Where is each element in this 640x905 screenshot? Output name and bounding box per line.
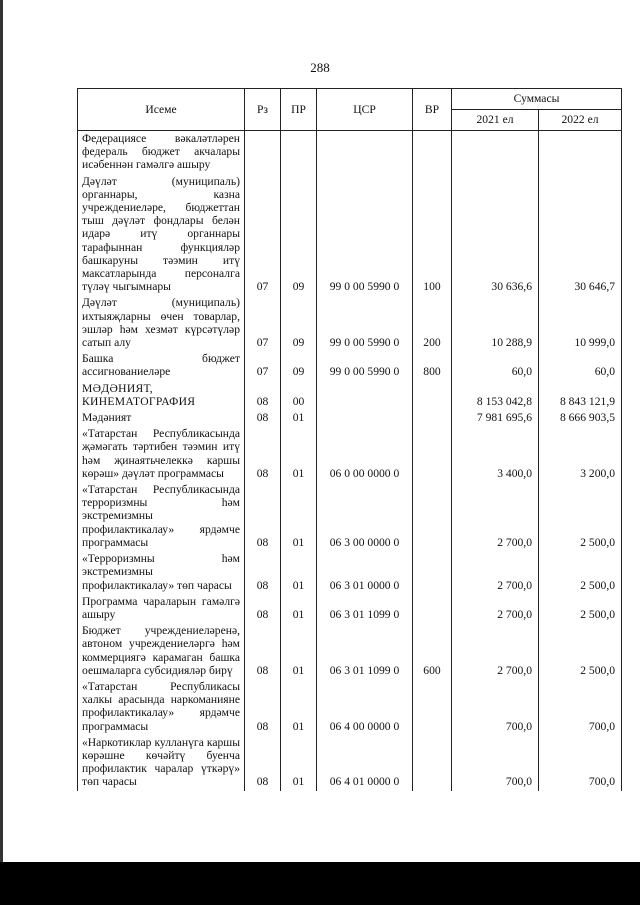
row-pr: 01 (281, 679, 317, 735)
row-csr: 06 4 00 0000 0 (317, 679, 413, 735)
row-vr (413, 410, 452, 426)
row-2021: 10 288,9 (452, 295, 539, 351)
row-2022: 3 200,0 (539, 426, 622, 482)
row-2021: 2 700,0 (452, 623, 539, 679)
header-name: Исеме (78, 89, 245, 131)
row-rz: 08 (245, 594, 281, 623)
row-csr: 99 0 00 5990 0 (317, 351, 413, 380)
row-rz: 08 (245, 482, 281, 551)
row-csr: 06 3 01 1099 0 (317, 594, 413, 623)
row-vr: 200 (413, 295, 452, 351)
scan-bottom-bar (0, 862, 640, 905)
header-rz: Рз (245, 89, 281, 131)
header-csr: ЦСР (317, 89, 413, 131)
row-name: «Татарстан Республикасында терроризмны һәм экстремизмны профилактикалау» ярдәмче программасы (78, 482, 245, 551)
row-2022: 2 500,0 (539, 551, 622, 594)
row-2021: 7 981 695,6 (452, 410, 539, 426)
row-2021: 3 400,0 (452, 426, 539, 482)
row-2022 (539, 131, 622, 174)
row-csr (317, 131, 413, 174)
row-2021: 2 700,0 (452, 594, 539, 623)
row-csr (317, 381, 413, 410)
row-pr: 01 (281, 623, 317, 679)
table-row (78, 381, 622, 410)
row-vr (413, 482, 452, 551)
row-name: Дәүләт (муниципаль) органнары, казна учреждениеләре, бюджеттан тыш дәүләт фондлары белән идарә итү органнары тарафыннан функцияләр башкаруны тәэмин итү максатларында персоналга түләү чыгымнары (78, 174, 245, 296)
row-2021: 2 700,0 (452, 482, 539, 551)
row-name: Башка бюджет ассигнованиеләре (78, 351, 245, 380)
row-vr (413, 551, 452, 594)
row-rz: 07 (245, 351, 281, 380)
row-pr: 09 (281, 351, 317, 380)
budget-table (77, 88, 622, 791)
row-csr: 06 3 01 0000 0 (317, 551, 413, 594)
row-csr: 99 0 00 5990 0 (317, 295, 413, 351)
header-2022: 2022 ел (539, 110, 622, 131)
row-rz: 08 (245, 410, 281, 426)
page-number: 288 (310, 60, 330, 75)
header-2021: 2021 ел (452, 110, 539, 131)
row-name: Дәүләт (муниципаль) ихтыяҗларны өчен товарлар, эшләр һәм хезмәт күрсәтүләр сатып алу (78, 295, 245, 351)
row-name: Федерациясе вәкаләтләрен федераль бюджет акчалары исәбеннән гамәлгә ашыру (78, 131, 245, 174)
row-pr (281, 131, 317, 174)
row-2022: 2 500,0 (539, 482, 622, 551)
row-pr: 09 (281, 295, 317, 351)
header-sums: Суммасы (452, 89, 622, 110)
row-rz: 07 (245, 174, 281, 296)
row-name: Мәдәният (78, 410, 245, 426)
table-row (78, 482, 622, 551)
row-name: Программа чараларын гамәлгә ашыру (78, 594, 245, 623)
row-rz: 08 (245, 679, 281, 735)
row-rz: 08 (245, 381, 281, 410)
table-row (78, 551, 622, 594)
row-vr (413, 131, 452, 174)
row-csr: 06 3 01 1099 0 (317, 623, 413, 679)
row-vr: 800 (413, 351, 452, 380)
row-2021: 700,0 (452, 735, 539, 791)
row-vr: 100 (413, 174, 452, 296)
row-csr: 06 4 01 0000 0 (317, 735, 413, 791)
row-csr (317, 410, 413, 426)
row-2022: 30 646,7 (539, 174, 622, 296)
row-name: «Терроризмны һәм экстремизмны профилактикалау» төп чарасы (78, 551, 245, 594)
table-row (78, 410, 622, 426)
scan-edge (0, 0, 3, 862)
header-vr: ВР (413, 89, 452, 131)
row-name: «Наркотиклар кулланүга каршы көрәшне көчәйтү буенча профилактик чаралар үткәрү» төп чарасы (78, 735, 245, 791)
row-pr: 01 (281, 735, 317, 791)
row-2022: 2 500,0 (539, 623, 622, 679)
row-csr: 06 3 00 0000 0 (317, 482, 413, 551)
row-pr: 00 (281, 381, 317, 410)
table-row (78, 735, 622, 791)
row-2021: 2 700,0 (452, 551, 539, 594)
table-row (78, 679, 622, 735)
row-pr: 01 (281, 482, 317, 551)
row-rz (245, 131, 281, 174)
table-row (78, 295, 622, 351)
row-rz: 08 (245, 551, 281, 594)
row-pr: 01 (281, 594, 317, 623)
row-vr: 600 (413, 623, 452, 679)
row-vr (413, 679, 452, 735)
row-vr (413, 735, 452, 791)
row-name: «Татарстан Республикасы халкы арасында наркоманияне профилактикалау» ярдәмче программасы (78, 679, 245, 735)
row-vr (413, 594, 452, 623)
row-pr: 01 (281, 410, 317, 426)
row-2022: 8 666 903,5 (539, 410, 622, 426)
row-pr: 01 (281, 551, 317, 594)
row-pr: 01 (281, 426, 317, 482)
row-rz: 07 (245, 295, 281, 351)
row-csr: 99 0 00 5990 0 (317, 174, 413, 296)
row-name: МӘДӘНИЯТ, КИНЕМАТОГРАФИЯ (78, 381, 245, 410)
row-csr: 06 0 00 0000 0 (317, 426, 413, 482)
row-rz: 08 (245, 735, 281, 791)
row-name: «Татарстан Республикасында җәмәгать тәртибен тәэмин итү һәм җинаятьчелеккә каршы көрәш» дәүләт программасы (78, 426, 245, 482)
row-2021: 700,0 (452, 679, 539, 735)
table-row (78, 174, 622, 296)
row-2022: 700,0 (539, 679, 622, 735)
table-row (78, 131, 622, 174)
row-vr (413, 426, 452, 482)
table-row (78, 351, 622, 380)
table-row (78, 426, 622, 482)
row-2022: 2 500,0 (539, 594, 622, 623)
table-body (78, 131, 622, 791)
row-rz: 08 (245, 623, 281, 679)
table-row (78, 623, 622, 679)
row-rz: 08 (245, 426, 281, 482)
row-vr (413, 381, 452, 410)
row-2022: 8 843 121,9 (539, 381, 622, 410)
row-pr: 09 (281, 174, 317, 296)
row-2021: 8 153 042,8 (452, 381, 539, 410)
table-row (78, 594, 622, 623)
row-2021 (452, 131, 539, 174)
row-2022: 10 999,0 (539, 295, 622, 351)
row-2021: 30 636,6 (452, 174, 539, 296)
row-2022: 700,0 (539, 735, 622, 791)
header-pr: ПР (281, 89, 317, 131)
row-2022: 60,0 (539, 351, 622, 380)
row-name: Бюджет учреждениеләренә, автоном учреждениеләргә һәм коммерциягә карамаган башка оешмаларга субсидияләр бирү (78, 623, 245, 679)
row-2021: 60,0 (452, 351, 539, 380)
